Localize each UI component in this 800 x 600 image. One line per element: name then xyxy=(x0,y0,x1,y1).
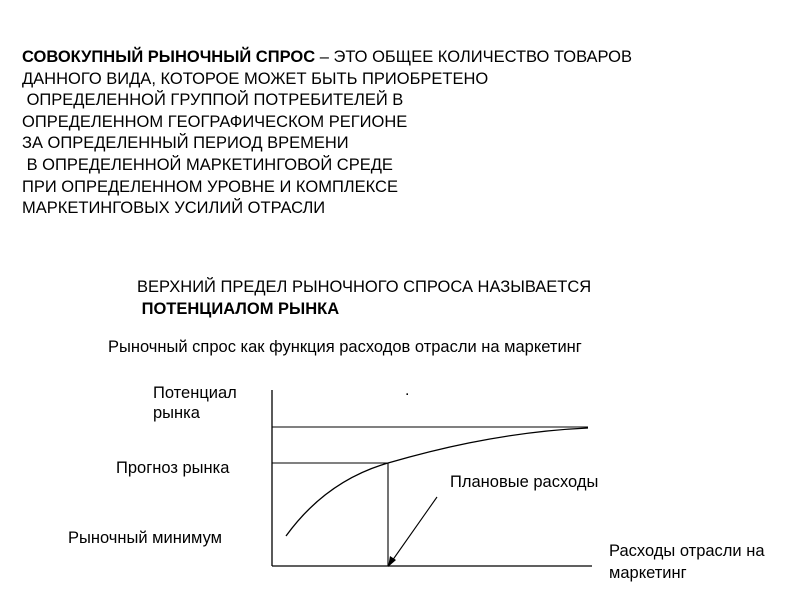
stray-dot: . xyxy=(405,382,410,399)
market-forecast-label: Прогноз рынка xyxy=(116,459,230,477)
planned-spending-pointer-line xyxy=(392,497,437,561)
definition-line: ОПРЕДЕЛЕННОЙ ГРУППОЙ ПОТРЕБИТЕЛЕЙ В xyxy=(22,91,404,110)
definition-line: ЗА ОПРЕДЕЛЕННЫЙ ПЕРИОД ВРЕМЕНИ xyxy=(22,134,349,153)
diagram-subtitle: Рыночный спрос как функция расходов отрасли на маркетинг xyxy=(108,338,582,356)
planned-spending-label: Плановые расходы xyxy=(450,473,599,491)
definition-line: В ОПРЕДЕЛЕННОЙ МАРКЕТИНГОВОЙ СРЕДЕ xyxy=(22,155,393,174)
definition-term: СОВОКУПНЫЙ РЫНОЧНЫЙ СПРОС xyxy=(22,48,316,66)
definition-first-line-rest: – ЭТО ОБЩЕЕ КОЛИЧЕСТВО ТОВАРОВ xyxy=(315,48,633,66)
definition-line: МАРКЕТИНГОВЫХ УСИЛИЙ ОТРАСЛИ xyxy=(22,199,326,218)
market-potential-label: Потенциал рынка xyxy=(153,384,237,422)
potential-statement-line-2: ПОТЕНЦИАЛОМ РЫНКА xyxy=(137,300,340,318)
x-axis-label: Расходы отрасли на маркетинг xyxy=(609,542,765,582)
potential-statement-line-1: ВЕРХНИЙ ПРЕДЕЛ РЫНОЧНОГО СПРОСА НАЗЫВАЕТСЯ xyxy=(137,278,592,296)
definition-line: ПРИ ОПРЕДЕЛЕННОМ УРОВНЕ И КОМПЛЕКСЕ xyxy=(22,177,398,196)
definition-line: ОПРЕДЕЛЕННОМ ГЕОГРАФИЧЕСКОМ РЕГИОНЕ xyxy=(22,112,408,131)
market-minimum-label: Рыночный минимум xyxy=(68,529,222,547)
definition-line: ДАННОГО ВИДА, КОТОРОЕ МОЖЕТ БЫТЬ ПРИОБРЕТЕНО xyxy=(22,69,489,88)
